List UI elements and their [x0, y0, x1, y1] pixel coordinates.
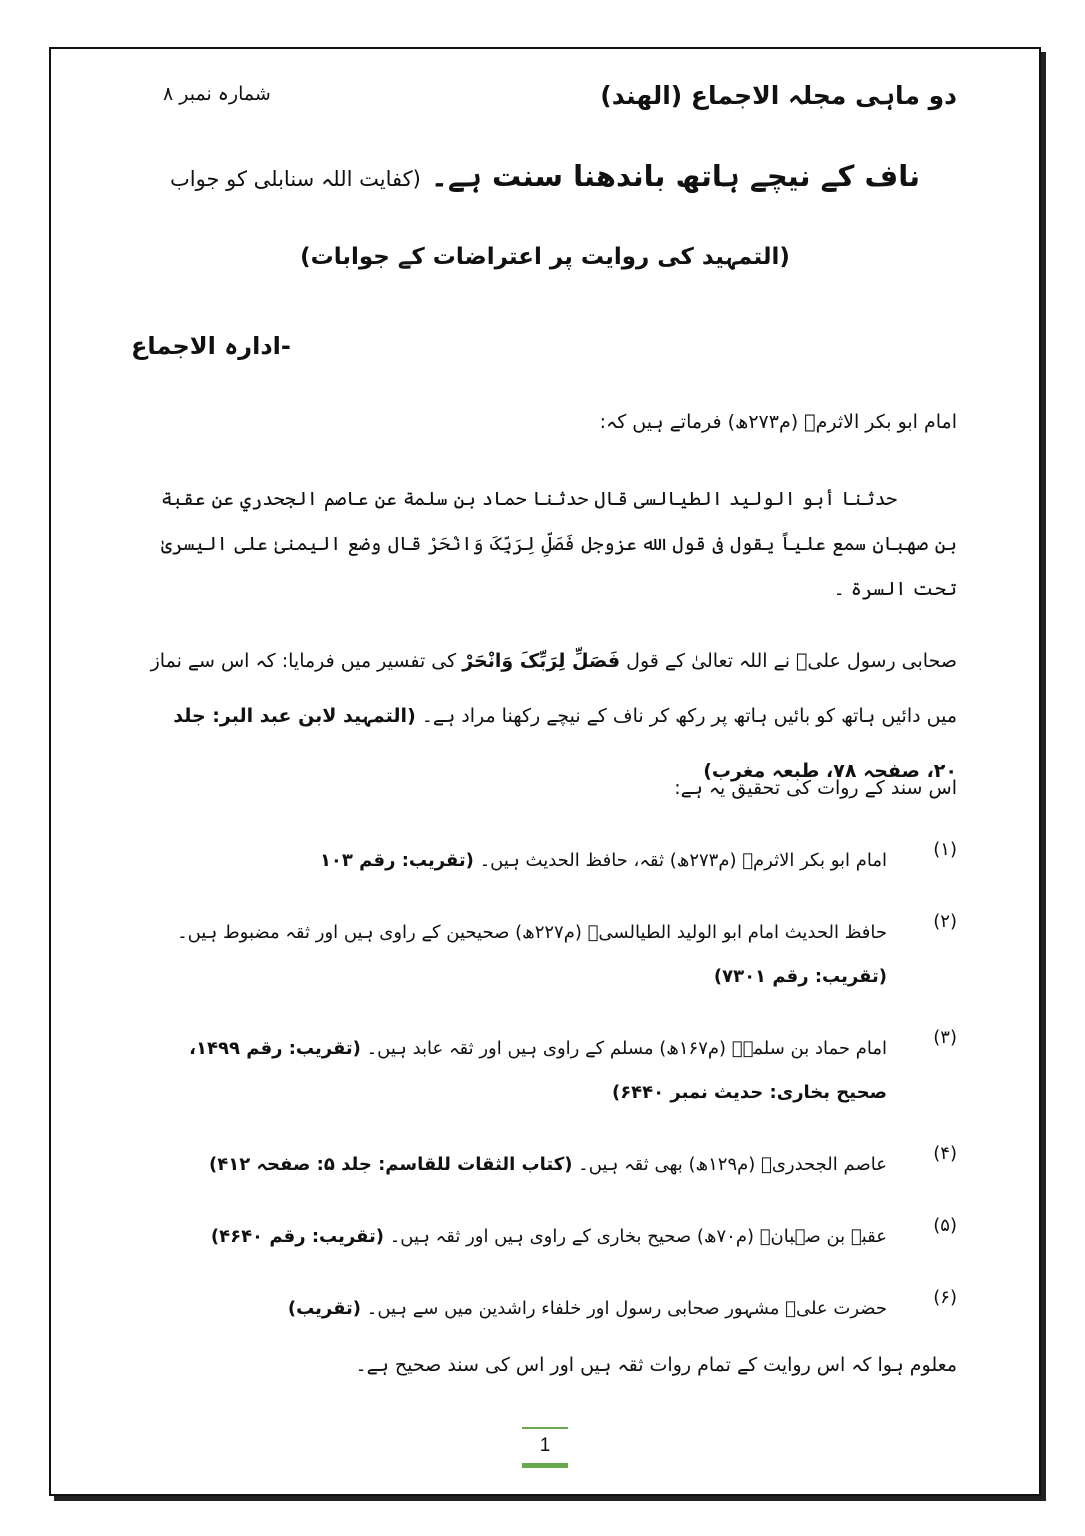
author-line: -ادارہ الاجماع	[131, 332, 291, 360]
narrator-text	[159, 1215, 887, 1259]
translation-part1: صحابی رسول علیؓ نے اللہ تعالیٰ کے قول	[626, 650, 957, 672]
narrator-description: حافظ الحدیث امام ابو الولید الطیالسیؒ (م۲۲۷ھ) صحیحین کے راوی ہیں اور ثقہ مضبوط ہیں۔	[177, 922, 887, 943]
article-title-suffix: (کفایت اللہ سنابلی کو جواب	[170, 167, 421, 191]
journal-title: دو ماہی مجلہ الاجماع (الھند)	[600, 81, 957, 110]
narrator-item	[159, 1143, 957, 1187]
narrator-number: (۳)	[933, 1027, 957, 1048]
translation-reference: (التمہید لابن عبد البر: جلد ۲۰، صفحہ ۷۸، طبعہ مغرب)	[173, 705, 957, 782]
article-subtitle: (التمہید کی روایت پر اعتراضات کے جوابات)	[300, 244, 790, 270]
narrator-item	[159, 1215, 957, 1259]
narrator-reference: (تقریب: رقم ۱۴۹۹، صحیح بخاری: حدیث نمبر ۶۴۴۰)	[189, 1038, 887, 1103]
narrator-item	[159, 839, 957, 883]
narrator-reference: (تقریب)	[287, 1298, 362, 1319]
narrator-reference: (تقریب: رقم ۱۰۳	[319, 850, 474, 871]
urdu-translation	[139, 634, 957, 799]
page-number-rule-bottom	[522, 1463, 568, 1468]
narrator-item	[159, 1287, 957, 1331]
arabic-hadith	[161, 477, 957, 612]
arabic-hadith-text: حدثنا أبو الوليد الطيالسی قال حدثنا حماد بن سلمة عن عاصم الجحدري عن عقبة بن صهبان سمع علياً يقول فی قول الله عزوجل فَصَلِّ لِرَبِّکَ وَانْحَرْ قال وضع اليمنیٰ علی اليسریٰ تحت السرة ۔	[161, 488, 957, 600]
narrator-description: عاصم الجحدریؒ (م۱۲۹ھ) بھی ثقہ ہیں۔	[578, 1154, 887, 1175]
narrator-number: (۴)	[933, 1143, 957, 1164]
narrator-item	[159, 911, 957, 999]
narrator-description: عقبہ بن صہبانؒ (م۷۰ھ) صحیح بخاری کے راوی ہیں اور ثقہ ہیں۔	[389, 1226, 887, 1247]
narrator-number: (۵)	[933, 1215, 957, 1236]
narrator-description: حضرت علیؓ مشہور صحابی رسول اور خلفاء راشدین میں سے ہیں۔	[366, 1298, 887, 1319]
narrator-reference: (تقریب: رقم ۴۶۴۰)	[210, 1226, 384, 1247]
narrator-number: (۶)	[933, 1287, 957, 1308]
narrator-number: (۱)	[933, 839, 957, 860]
narrator-item	[159, 1027, 957, 1115]
page-number-block	[51, 1427, 1039, 1468]
page-number-rule-top	[522, 1427, 568, 1429]
narrator-description: امام حماد بن سلمہؒ (م۱۶۷ھ) مسلم کے راوی ہیں اور ثقہ عابد ہیں۔	[366, 1038, 887, 1059]
narrator-list	[159, 839, 957, 1359]
narrator-reference: (تقریب: رقم ۷۳۰۱)	[713, 966, 887, 987]
narrator-text	[159, 911, 887, 999]
page-frame	[49, 47, 1041, 1496]
translation-part2: کی تفسیر میں فرمایا: کہ اس سے نماز میں دائیں ہاتھ کو بائیں ہاتھ پر رکھ کر ناف کے نیچے رکھنا مراد ہے۔	[150, 650, 957, 727]
quran-verse: فَصَلِّ لِرَبِّکَ وَانْحَرْ	[462, 650, 621, 672]
isnad-heading: اس سند کے روات کی تحقیق یہ ہے:	[674, 777, 957, 799]
conclusion: معلوم ہوا کہ اس روایت کے تمام روات ثقہ ہیں اور اس کی سند صحیح ہے۔	[355, 1354, 957, 1376]
narrator-text	[159, 1143, 887, 1187]
narrator-number: (۲)	[933, 911, 957, 932]
narrator-reference: (کتاب الثقات للقاسم: جلد ۵: صفحہ ۴۱۲)	[209, 1154, 573, 1175]
narrator-description: امام ابو بکر الاثرمؒ (م۲۷۳ھ) ثقہ، حافظ الحدیث ہیں۔	[479, 850, 887, 871]
narrator-text	[159, 1287, 887, 1331]
narrator-text	[159, 839, 887, 883]
article-title-main: ناف کے نیچے ہاتھ باندھنا سنت ہے۔	[430, 159, 920, 193]
intro-line: امام ابو بکر الاثرمؒ (م۲۷۳ھ) فرماتے ہیں کہ:	[599, 411, 957, 433]
issue-number: شمارہ نمبر ۸	[163, 83, 271, 105]
page-number: 1	[539, 1435, 551, 1456]
article-title	[51, 159, 1039, 193]
urdu-translation-text	[139, 634, 957, 799]
narrator-text	[159, 1027, 887, 1115]
